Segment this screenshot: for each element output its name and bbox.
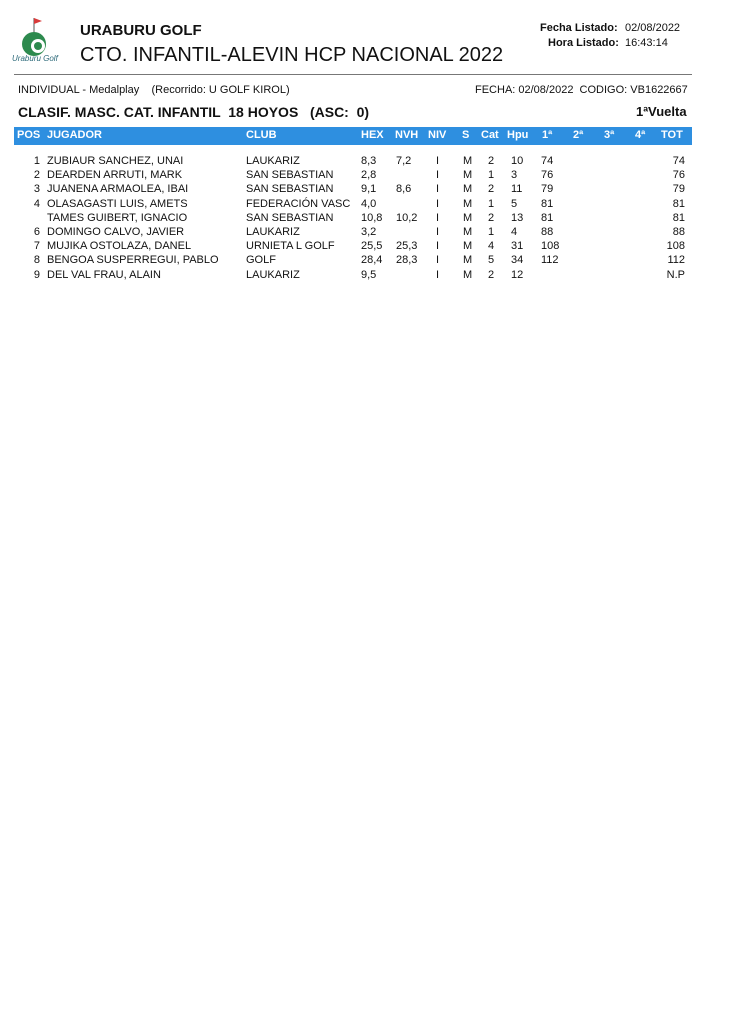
cell-nvh: 25,3 [396, 240, 418, 253]
cell-hex: 8,3 [361, 155, 377, 167]
cell-cat: 1 [488, 197, 495, 210]
cell-r1: 88 [541, 226, 554, 238]
cell-pos: 4 [33, 197, 40, 210]
cell-hex: 9,1 [361, 183, 377, 196]
cell-s: M [463, 254, 473, 267]
col-cat: Cat [481, 129, 499, 141]
cell-niv: I [436, 240, 440, 253]
cell-club: LAUKARIZ [246, 226, 300, 238]
cell-s: M [463, 268, 473, 281]
club-name: URABURU GOLF [80, 22, 202, 39]
cell-r1: 112 [541, 254, 559, 267]
cell-cat: 5 [488, 254, 495, 267]
fecha-codigo-line: FECHA: 02/08/2022 CODIGO: VB1622667 [475, 84, 688, 96]
cell-s: M [463, 155, 473, 167]
cell-club: FEDERACIÓN VASC [246, 197, 351, 210]
cell-r1: 108 [541, 240, 560, 253]
cell-club: SAN SEBASTIAN [246, 211, 334, 224]
cell-jugador: MUJIKA OSTOLAZA, DANEL [47, 240, 192, 253]
cell-cat: 2 [488, 211, 495, 224]
cell-club: URNIETA L GOLF [246, 240, 335, 253]
cell-tot: 88 [672, 226, 685, 238]
cell-tot: 108 [666, 240, 685, 253]
col-pos: POS [17, 129, 41, 141]
cell-r1: 74 [541, 155, 554, 167]
cell-tot: 74 [672, 155, 685, 167]
cell-hpu: 5 [511, 197, 518, 210]
cell-r1: 81 [541, 197, 554, 210]
cell-jugador: BENGOA SUSPERREGUI, PABLO [47, 254, 219, 267]
col-hpu: Hpu [507, 129, 529, 141]
cell-hpu: 12 [511, 268, 524, 281]
cell-cat: 4 [488, 240, 495, 253]
cell-jugador: TAMES GUIBERT, IGNACIO [47, 211, 188, 224]
cell-s: M [463, 211, 473, 224]
logo-text: Uraburu Golf [12, 54, 58, 63]
cell-s: M [463, 240, 473, 253]
fecha-listado-label: Fecha Listado: [540, 22, 618, 34]
cell-hpu: 11 [511, 183, 523, 196]
tournament-title: CTO. INFANTIL-ALEVIN HCP NACIONAL 2022 [80, 44, 504, 66]
cell-cat: 1 [488, 226, 495, 238]
cell-pos: 7 [33, 240, 40, 253]
cell-hpu: 31 [511, 240, 524, 253]
cell-hex: 28,4 [361, 254, 383, 267]
col-tot: TOT [661, 129, 683, 141]
cell-jugador: ZUBIAUR SANCHEZ, UNAI [47, 155, 184, 167]
cell-r1: 76 [541, 169, 554, 182]
cell-s: M [463, 226, 473, 238]
cell-hex: 25,5 [361, 240, 383, 253]
cell-jugador: DEL VAL FRAU, ALAIN [47, 268, 161, 281]
cell-hex: 4,0 [361, 197, 377, 210]
cell-niv: I [436, 169, 440, 182]
cell-pos: 9 [33, 268, 40, 281]
cell-club: SAN SEBASTIAN [246, 183, 334, 196]
cell-niv: I [436, 197, 440, 210]
col-jugador: JUGADOR [47, 129, 103, 141]
format-line: INDIVIDUAL - Medalplay (Recorrido: U GOLF KIROL) [18, 84, 290, 96]
col-niv: NIV [428, 129, 447, 141]
cell-niv: I [436, 268, 440, 281]
cell-tot: 79 [672, 183, 685, 196]
header-divider [14, 74, 692, 75]
cell-pos: 6 [33, 226, 40, 238]
hora-listado-value: 16:43:14 [625, 37, 668, 49]
cell-tot: 112 [667, 254, 685, 267]
cell-s: M [463, 169, 473, 182]
cell-hex: 9,5 [361, 268, 377, 281]
cell-cat: 1 [488, 169, 495, 182]
cell-nvh: 28,3 [396, 254, 418, 267]
cell-pos: 2 [33, 169, 40, 182]
col-club: CLUB [246, 129, 277, 141]
cell-jugador: JUANENA ARMAOLEA, IBAI [47, 183, 189, 196]
cell-hpu: 13 [511, 211, 524, 224]
column-header-bar [14, 127, 692, 145]
col-nvh: NVH [395, 129, 419, 141]
col-r3: 3ª [604, 129, 615, 141]
cell-hpu: 4 [511, 226, 518, 238]
cell-niv: I [436, 211, 440, 224]
col-r2: 2ª [573, 129, 584, 141]
cell-tot: 81 [672, 211, 685, 224]
cell-cat: 2 [488, 268, 495, 281]
cell-r1: 79 [541, 183, 554, 196]
cell-pos: 1 [33, 155, 40, 167]
cell-tot: 76 [672, 169, 685, 182]
col-r1: 1ª [542, 129, 553, 141]
classification-title: CLASIF. MASC. CAT. INFANTIL 18 HOYOS (ASC: 0) [18, 104, 370, 120]
cell-hex: 3,2 [361, 226, 377, 238]
cell-jugador: DOMINGO CALVO, JAVIER [47, 226, 185, 238]
cell-club: LAUKARIZ [246, 155, 300, 167]
cell-niv: I [436, 226, 440, 238]
cell-tot: 81 [672, 197, 685, 210]
cell-jugador: OLASAGASTI LUIS, AMETS [47, 197, 188, 210]
cell-hpu: 34 [511, 254, 524, 267]
col-r4: 4ª [635, 129, 646, 141]
cell-r1: 81 [541, 211, 554, 224]
cell-niv: I [436, 254, 440, 267]
cell-cat: 2 [488, 183, 495, 196]
round-label: 1ªVuelta [636, 104, 687, 119]
cell-niv: I [436, 183, 440, 196]
cell-niv: I [436, 155, 440, 167]
cell-tot: N.P [666, 268, 685, 281]
cell-pos: 8 [33, 254, 40, 267]
cell-club: GOLF [246, 254, 276, 267]
cell-s: M [463, 197, 473, 210]
cell-s: M [463, 183, 473, 196]
cell-hpu: 3 [511, 169, 518, 182]
cell-club: LAUKARIZ [246, 268, 300, 281]
cell-nvh: 8,6 [396, 183, 412, 196]
cell-club: SAN SEBASTIAN [246, 169, 334, 182]
fecha-listado-value: 02/08/2022 [625, 22, 681, 34]
cell-jugador: DEARDEN ARRUTI, MARK [47, 169, 183, 182]
col-hex: HEX [361, 129, 384, 141]
cell-hpu: 10 [511, 155, 524, 167]
cell-pos: 3 [33, 183, 40, 196]
cell-hex: 10,8 [361, 211, 383, 224]
hora-listado-label: Hora Listado: [548, 37, 619, 49]
cell-cat: 2 [488, 155, 495, 167]
col-s: S [462, 129, 470, 141]
cell-nvh: 7,2 [396, 155, 412, 167]
cell-nvh: 10,2 [396, 211, 418, 224]
cell-hex: 2,8 [361, 169, 377, 182]
